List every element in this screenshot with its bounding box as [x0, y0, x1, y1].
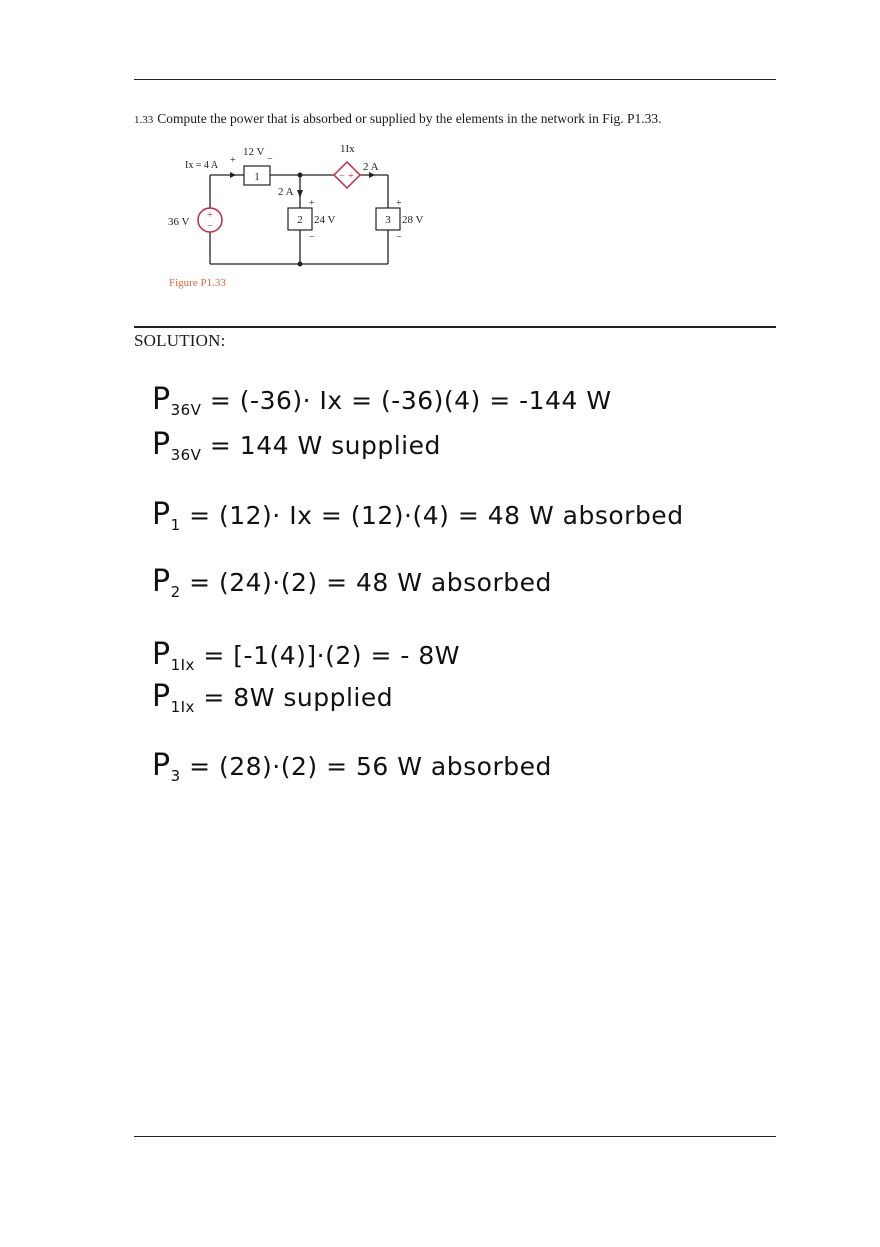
- v12-label: 12 V: [243, 146, 265, 158]
- element-2-minus: −: [309, 232, 315, 243]
- problem-text: Compute the power that is absorbed or supplied by the elements in the network in Fig. P1.33.: [157, 111, 662, 126]
- element-2-label: 2: [297, 214, 303, 226]
- element-3-plus: +: [396, 198, 402, 209]
- solution-heading: SOLUTION:: [134, 331, 226, 350]
- problem-number: 1.33: [134, 114, 154, 126]
- figure-caption: Figure P1.33: [169, 277, 226, 289]
- dependent-source-diamond: [334, 162, 360, 188]
- solution-line: $P_{1Ix} = 8W$ supplied: [152, 679, 394, 716]
- solution-line: $P_2 = (24)\cdot(2) = 48$ W absorbed: [152, 564, 552, 601]
- source-minus-sign: −: [207, 221, 213, 232]
- source-plus-sign: +: [207, 210, 213, 221]
- current-down-arrow-icon: [297, 190, 303, 198]
- element-3-label: 3: [385, 214, 391, 226]
- source-36v-label: 36 V: [168, 216, 190, 228]
- node-top: [298, 173, 303, 178]
- solution-line: $P_1 = (12)\cdot Ix = (12)\cdot(4) = 48$ W absorbed: [152, 497, 684, 534]
- solution-line: $P_{36V} = 144$ W supplied: [152, 427, 441, 464]
- node-bottom: [298, 262, 303, 267]
- top-rule: [134, 79, 776, 80]
- v12-plus: +: [230, 155, 236, 166]
- element-1-label: 1: [254, 171, 260, 183]
- current-middle-label: 2 A: [278, 186, 294, 198]
- dep-source-label: 1Ix: [340, 143, 355, 155]
- solution-line: $P_{36V} = (-36)\cdot Ix = (-36)(4) = -144$ W: [152, 382, 612, 419]
- element-3-minus: −: [396, 232, 402, 243]
- element-2-plus: +: [309, 198, 315, 209]
- dep-plus-sign: +: [348, 171, 354, 182]
- ix-label: Ix = 4 A: [185, 160, 219, 171]
- problem-statement: [134, 111, 662, 127]
- v28-label: 28 V: [402, 214, 424, 226]
- bottom-rule: [134, 1136, 776, 1137]
- v24-label: 24 V: [314, 214, 336, 226]
- solution-rule: [134, 326, 776, 328]
- solution-line: $P_3 = (28)\cdot(2) = 56$ W absorbed: [152, 748, 552, 785]
- dep-minus-sign: −: [339, 171, 345, 182]
- v12-minus: −: [267, 154, 273, 165]
- ix-arrow-icon: [230, 172, 236, 178]
- circuit-diagram: [160, 138, 450, 278]
- solution-line: $P_{1Ix} = [-1(4)]\cdot(2)$ = - 8W: [152, 637, 460, 674]
- current-top-right-label: 2 A: [363, 161, 379, 173]
